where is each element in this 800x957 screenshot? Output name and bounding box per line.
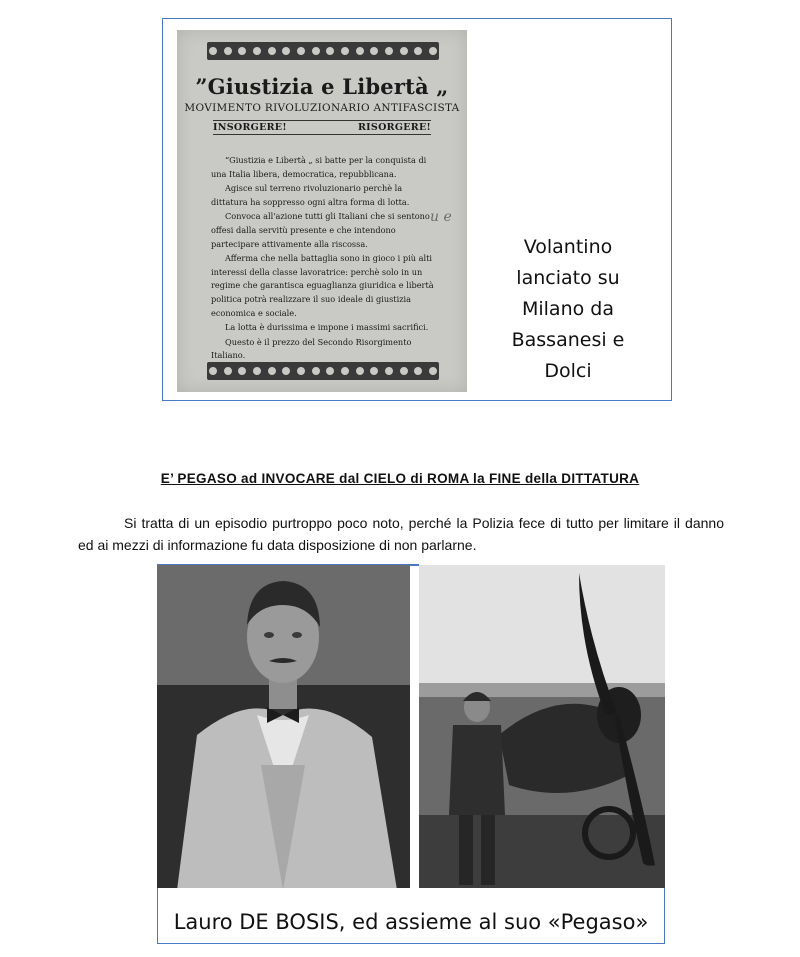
leaflet-paragraph: La lotta è durissima e impone i massimi sacrifici. [225, 322, 429, 333]
ornament-border-top [207, 42, 439, 60]
leaflet-paragraph: Convoca all'azione tutti gli Italiani che si sentono offesi dalla servitù presente e che intendono partecipare attivamente alla riscossa. [211, 211, 430, 249]
leaflet-caption: Volantino lanciato su Milano da Bassanesi e Dolci [511, 236, 625, 382]
handwritten-mark: u e [430, 209, 452, 225]
leaflet-subtitle: MOVIMENTO RIVOLUZIONARIO ANTIFASCISTA [184, 102, 460, 114]
portrait-illustration [157, 565, 410, 890]
body-paragraph: Si tratta di un episodio purtroppo poco noto, perché la Polizia fece di tutto per limitare il danno ed ai mezzi di informazione fu data disposizione di non parlarne. [78, 515, 724, 553]
slogan-left: INSORGERE! [213, 122, 287, 133]
airplane-illustration [419, 565, 665, 890]
leaflet-paragraph: “Giustizia e Libertà „ si batte per la conquista di una Italia libera, democratica, repubblicana. [211, 155, 427, 179]
leaflet-slogans [213, 120, 431, 135]
leaflet-paragraph: Questo è il prezzo del Secondo Risorgimento Italiano. [211, 336, 412, 361]
section-heading: E’ PEGASO ad INVOCARE dal CIELO di ROMA la FINE della DITTATURA [160, 471, 640, 486]
photo-caption: Lauro DE BOSIS, ed assieme al suo «Pegaso» [173, 910, 649, 934]
airplane-photo [419, 565, 665, 890]
leaflet-paragraph: Afferma che nella battaglia sono in gioco i più alti interessi della classe lavoratrice: perchè solo in un regime che garantisca eguaglianza giuridica e libertà politica potrà realizzare il suo ideale di giustizia economica e sociale. [211, 253, 434, 318]
leaflet-title: ”Giustizia e Libertà „ [195, 74, 449, 99]
slogan-right: RISORGERE! [357, 122, 431, 133]
ornament-border-bottom [207, 362, 439, 380]
portrait-photo [157, 565, 410, 890]
leaflet-paragraph: Agisce sul terreno rivoluzionario perchè la dittatura ha soppresso ogni altra forma di lotta. [211, 183, 410, 207]
leaflet-body [211, 154, 435, 364]
leaflet-image [177, 30, 467, 392]
